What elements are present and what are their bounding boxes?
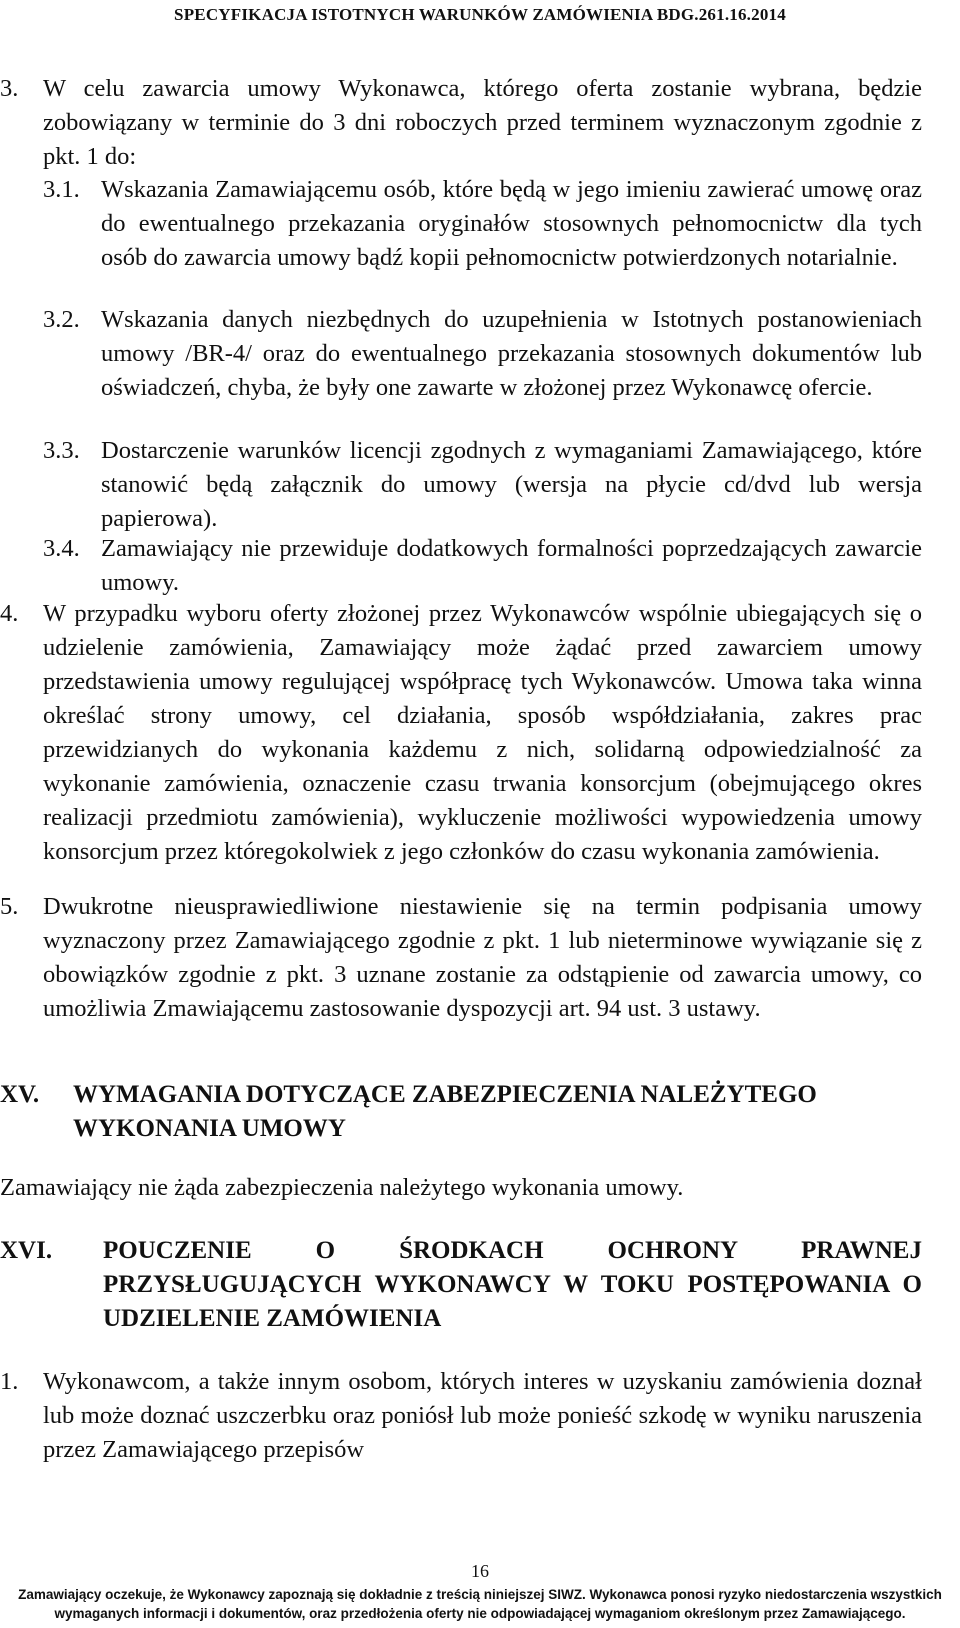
paragraph-number: 3.3. [43,437,80,464]
section-number: XV. [0,1081,40,1108]
section-xvi-item-1 [0,1365,922,1467]
page-number: 16 [471,1561,489,1581]
paragraph-3-1 [43,173,922,275]
paragraph-3 [0,72,922,174]
section-xv-body: Zamawiający nie żąda zabezpieczenia należytego wykonania umowy. [0,1174,684,1201]
paragraph-text: Dwukrotne nieusprawiedliwione niestawienie się na termin podpisania umowy wyznaczony przez Zamawiającego zgodnie z pkt. 1 lub nieterminowe wywiązanie się z obowiązków zgodnie z pkt. 3 uznane zostanie za odstąpienie od zawarcia umowy, co umożliwia Zmawiającemu zastosowanie dyspozycji art. 94 ust. 3 ustawy. [43,893,922,1022]
paragraph-3-3 [43,434,922,536]
paragraph-text: Wskazania Zamawiającemu osób, które będą w jego imieniu zawierać umowę oraz do ewentualnego przekazania oryginałów stosownych pełnomocnictw dla tych osób do zawarcia umowy bądź kopii pełnomocnictw potwierdzonych notarialnie. [101,176,922,271]
paragraph-text: Dostarczenie warunków licencji zgodnych z wymaganiami Zamawiającego, które stanowić będą załącznik do umowy (wersja na płycie cd/dvd lub wersja papierowa). [101,437,922,532]
page-header: SPECYFIKACJA ISTOTNYCH WARUNKÓW ZAMÓWIENIA BDG.261.16.2014 [174,5,786,24]
paragraph-3-2 [43,303,922,405]
paragraph-text: Zamawiający nie przewiduje dodatkowych formalności poprzedzających zawarcie umowy. [101,535,922,596]
paragraph-text: Wskazania danych niezbędnych do uzupełnienia w Istotnych postanowieniach umowy /BR-4/ oraz do ewentualnego przekazania stosownych dokumentów lub oświadczeń, chyba, że były one zawarte w złożonej przez Wykonawcę ofercie. [101,306,922,401]
paragraph-number: 3.4. [43,535,80,562]
paragraph-5 [0,890,922,1026]
paragraph-number: 5. [0,893,19,920]
section-xvi-heading [0,1234,922,1336]
paragraph-3-4 [43,532,922,600]
section-title: POUCZENIE O ŚRODKACH OCHRONY PRAWNEJ PRZYSŁUGUJĄCYCH WYKONAWCY W TOKU POSTĘPOWANIA O UDZIELENIE ZAMÓWIENIA [103,1237,922,1332]
paragraph-text: W celu zawarcia umowy Wykonawca, którego oferta zostanie wybrana, będzie zobowiązany w terminie do 3 dni roboczych przed terminem wyznaczonym zgodnie z pkt. 1 do: [43,75,922,170]
paragraph-number: 3. [0,75,19,102]
paragraph-text: W przypadku wyboru oferty złożonej przez Wykonawców wspólnie ubiegających się o udzielenie zamówienia, Zamawiający może żądać przed zawarciem umowy przedstawienia umowy regulującej współpracę tych Wykonawców. Umowa taka winna określać strony umowy, cel działania, sposób współdziałania, zakres prac przewidzianych do wykonania każdemu z nich, solidarną odpowiedzialność za wykonanie zamówienia, oznaczenie czasu trwania konsorcjum (obejmującego okres realizacji przedmiotu zamówienia), wykluczenie możliwości wypowiedzenia umowy konsorcjum przez któregokolwiek z jego członków do czasu wykonania zamówienia. [43,600,922,865]
paragraph-text: Wykonawcom, a także innym osobom, których interes w uzyskaniu zamówienia doznał lub może doznać uszczerbku oraz poniósł lub może ponieść szkodę w wyniku naruszenia przez Zamawiającego przepisów [43,1368,922,1463]
paragraph-number: 4. [0,600,19,627]
section-xv-heading [0,1078,922,1146]
page-footer [0,1585,960,1623]
paragraph-4 [0,597,922,869]
paragraph-number: 1. [0,1368,19,1395]
paragraph-number: 3.2. [43,306,80,333]
footer-line-1: Zamawiający oczekuje, że Wykonawcy zapoznają się dokładnie z treścią niniejszej SIWZ. Wykonawca ponosi ryzyko niedostarczenia wszystkich [18,1587,942,1602]
footer-line-2: wymaganych informacji i dokumentów, oraz przedłożenia oferty nie odpowiadającej wymaganiom określonym przez Zamawiającego. [54,1606,906,1621]
paragraph-number: 3.1. [43,176,80,203]
section-title: WYMAGANIA DOTYCZĄCE ZABEZPIECZENIA NALEŻYTEGO WYKONANIA UMOWY [73,1081,817,1142]
section-number: XVI. [0,1237,53,1264]
